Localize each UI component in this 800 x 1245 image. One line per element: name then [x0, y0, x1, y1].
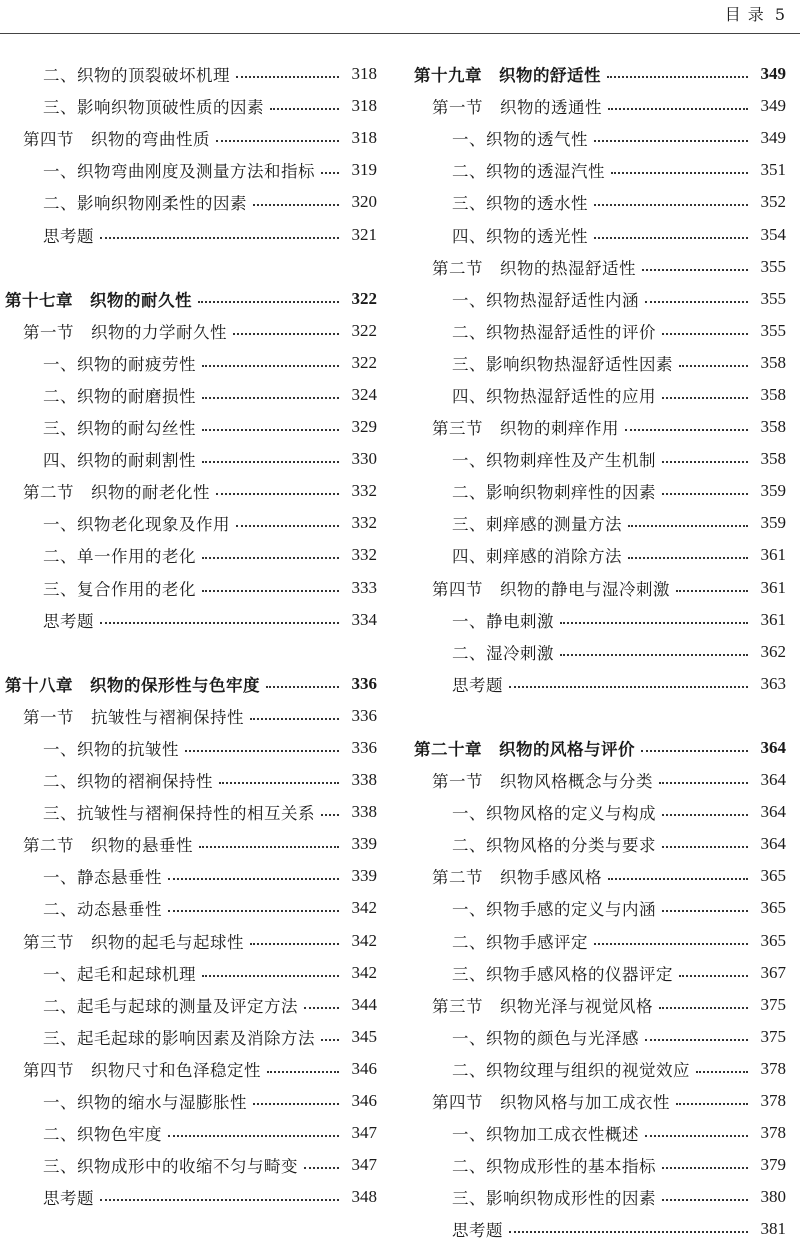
dot-leader	[202, 461, 339, 463]
toc-entry-item[interactable]	[414, 218, 786, 250]
dot-leader	[608, 108, 748, 110]
toc-entry-item[interactable]	[414, 379, 786, 411]
toc-entry-page: 367	[760, 962, 786, 982]
toc-entry-page: 324	[351, 384, 377, 404]
toc-entry-title: 三、影响织物顶破性质的因素	[43, 98, 264, 118]
toc-entry-section[interactable]	[414, 411, 786, 443]
toc-entry-title: 第二节 织物的耐老化性	[23, 483, 210, 503]
toc-entry-title: 二、织物色牢度	[43, 1125, 162, 1145]
dot-leader	[266, 686, 339, 688]
dot-leader	[202, 590, 339, 592]
toc-entry-page: 344	[351, 994, 377, 1014]
toc-entry-item[interactable]	[5, 379, 377, 411]
toc-entry-page: 336	[351, 738, 377, 758]
dot-leader	[662, 333, 748, 335]
toc-entry-item[interactable]	[414, 443, 786, 475]
dot-leader	[202, 365, 339, 367]
toc-entry-page: 334	[351, 609, 377, 629]
toc-entry-page: 358	[760, 352, 786, 372]
toc-entry-title: 三、织物的透水性	[452, 194, 588, 214]
dot-leader	[250, 718, 339, 720]
toc-entry-page: 339	[351, 866, 377, 886]
toc-entry-title: 第一节 织物的力学耐久性	[23, 322, 227, 342]
dot-leader	[304, 1007, 339, 1009]
toc-entry-title: 二、单一作用的老化	[43, 547, 196, 567]
toc-entry-title: 思考题	[43, 226, 94, 246]
toc-entry-section[interactable]	[414, 1085, 786, 1117]
toc-entry-page: 347	[351, 1155, 377, 1175]
toc-entry-section[interactable]	[414, 90, 786, 122]
toc-entry-item[interactable]	[414, 957, 786, 989]
toc-entry-item[interactable]	[414, 1021, 786, 1053]
toc-entry-item[interactable]	[5, 154, 377, 186]
dot-leader	[662, 1199, 748, 1201]
toc-entry-item[interactable]	[414, 1117, 786, 1149]
toc-entry-title: 思考题	[452, 1221, 503, 1241]
toc-entry-page: 338	[351, 770, 377, 790]
toc-entry-item[interactable]	[414, 1053, 786, 1085]
toc-entry-page: 358	[760, 417, 786, 437]
dot-leader	[321, 172, 339, 174]
toc-entry-page: 359	[760, 513, 786, 533]
toc-entry-title: 一、织物的缩水与湿膨胀性	[43, 1093, 247, 1113]
toc-entry-title: 第一节 织物的透通性	[432, 98, 602, 118]
toc-entry-title: 第二十章 织物的风格与评价	[414, 740, 635, 760]
dot-leader	[594, 237, 748, 239]
toc-entry-item[interactable]	[414, 154, 786, 186]
toc-entry-page: 364	[760, 802, 786, 822]
toc-entry-title: 一、织物热湿舒适性内涵	[452, 290, 639, 310]
toc-entry-page: 354	[760, 224, 786, 244]
toc-entry-section[interactable]	[5, 925, 377, 957]
toc-entry-page: 355	[760, 256, 786, 276]
toc-entry-item[interactable]	[5, 218, 377, 250]
dot-leader	[168, 910, 339, 912]
toc-entry-title: 一、织物手感的定义与内涵	[452, 900, 656, 920]
toc-entry-item[interactable]	[414, 283, 786, 315]
toc-entry-title: 思考题	[452, 675, 503, 695]
toc-entry-page: 378	[760, 1091, 786, 1111]
toc-entry-chapter[interactable]	[5, 668, 377, 700]
toc-entry-title: 一、静态悬垂性	[43, 868, 162, 888]
toc-entry-item[interactable]	[5, 892, 377, 924]
toc-entry-title: 四、织物热湿舒适性的应用	[452, 386, 656, 406]
toc-entry-section[interactable]	[414, 764, 786, 796]
toc-entry-page: 345	[351, 1026, 377, 1046]
dot-leader	[607, 76, 748, 78]
dot-leader	[202, 975, 339, 977]
toc-entry-page: 352	[760, 192, 786, 212]
toc-entry-title: 三、起毛起球的影响因素及消除方法	[43, 1028, 315, 1048]
dot-leader	[679, 975, 748, 977]
toc-entry-page: 365	[760, 866, 786, 886]
toc-entry-item[interactable]	[414, 186, 786, 218]
toc-entry-title: 二、动态悬垂性	[43, 900, 162, 920]
toc-entry-page: 375	[760, 994, 786, 1014]
toc-entry-item[interactable]	[5, 860, 377, 892]
toc-entry-item[interactable]	[5, 411, 377, 443]
dot-leader	[168, 878, 339, 880]
toc-entry-page: 342	[351, 930, 377, 950]
toc-entry-item[interactable]	[414, 475, 786, 507]
toc-entry-item[interactable]	[414, 892, 786, 924]
dot-leader	[198, 301, 339, 303]
toc-entry-title: 二、影响织物刺痒性的因素	[452, 483, 656, 503]
toc-entry-page: 378	[760, 1123, 786, 1143]
dot-leader	[202, 397, 339, 399]
toc-entry-title: 二、织物的褶裥保持性	[43, 772, 213, 792]
toc-entry-title: 四、刺痒感的消除方法	[452, 547, 622, 567]
toc-entry-title: 第四节 织物的静电与湿冷刺激	[432, 579, 670, 599]
toc-entry-section[interactable]	[414, 989, 786, 1021]
toc-entry-item[interactable]	[5, 989, 377, 1021]
dot-leader	[185, 750, 339, 752]
toc-entry-page: 332	[351, 545, 377, 565]
toc-entry-title: 第二节 织物手感风格	[432, 868, 602, 888]
toc-entry-title: 第十八章 织物的保形性与色牢度	[5, 675, 260, 695]
toc-entry-title: 一、织物风格的定义与构成	[452, 804, 656, 824]
toc-entry-item[interactable]	[5, 732, 377, 764]
toc-entry-page: 329	[351, 417, 377, 437]
toc-entry-item[interactable]	[414, 539, 786, 571]
toc-entry-page: 349	[760, 128, 786, 148]
toc-entry-chapter[interactable]	[414, 58, 786, 90]
toc-entry-title: 一、静电刺激	[452, 611, 554, 631]
dot-leader	[662, 461, 748, 463]
dot-leader	[641, 750, 748, 752]
toc-entry-title: 二、织物热湿舒适性的评价	[452, 322, 656, 342]
toc-entry-title: 三、刺痒感的测量方法	[452, 515, 622, 535]
dot-leader	[594, 140, 748, 142]
toc-entry-page: 359	[760, 481, 786, 501]
dot-leader	[611, 172, 748, 174]
toc-entry-item[interactable]	[414, 1149, 786, 1181]
toc-entry-page: 320	[351, 192, 377, 212]
toc-entry-title: 第三节 织物光泽与视觉风格	[432, 996, 653, 1016]
toc-entry-item[interactable]	[5, 347, 377, 379]
toc-left-column	[5, 58, 377, 1213]
toc-entry-chapter[interactable]	[5, 283, 377, 315]
toc-entry-page: 358	[760, 384, 786, 404]
dot-leader	[216, 140, 339, 142]
dot-leader	[676, 1103, 748, 1105]
dot-leader	[253, 1103, 339, 1105]
toc-entry-page: 349	[760, 64, 786, 84]
toc-entry-section[interactable]	[5, 122, 377, 154]
toc-entry-title: 一、织物弯曲刚度及测量方法和指标	[43, 162, 315, 182]
toc-entry-page: 362	[760, 641, 786, 661]
toc-entry-page: 332	[351, 513, 377, 533]
toc-entry-title: 第二节 织物的热湿舒适性	[432, 258, 636, 278]
toc-entry-title: 思考题	[43, 611, 94, 631]
dot-leader	[594, 204, 748, 206]
toc-entry-page: 361	[760, 577, 786, 597]
toc-entry-section[interactable]	[5, 1053, 377, 1085]
toc-entry-page: 358	[760, 449, 786, 469]
dot-leader	[219, 782, 339, 784]
toc-spacer	[414, 700, 786, 732]
toc-entry-item[interactable]	[5, 186, 377, 218]
running-header	[725, 2, 786, 28]
toc-entry-title: 二、织物的耐磨损性	[43, 386, 196, 406]
toc-entry-title: 一、织物的透气性	[452, 130, 588, 150]
dot-leader	[662, 397, 748, 399]
toc-entry-title: 二、织物的透湿汽性	[452, 162, 605, 182]
toc-entry-section[interactable]	[5, 828, 377, 860]
dot-leader	[202, 557, 339, 559]
dot-leader	[645, 1039, 748, 1041]
dot-leader	[659, 1007, 748, 1009]
toc-entry-title: 四、织物的透光性	[452, 226, 588, 246]
toc-entry-item[interactable]	[414, 925, 786, 957]
toc-entry-title: 一、起毛和起球机理	[43, 964, 196, 984]
toc-entry-item[interactable]	[414, 1181, 786, 1213]
toc-entry-page: 381	[760, 1219, 786, 1239]
toc-entry-item[interactable]	[5, 539, 377, 571]
toc-entry-title: 三、织物的耐勾丝性	[43, 419, 196, 439]
dot-leader	[560, 622, 748, 624]
toc-entry-page: 336	[351, 673, 377, 693]
dot-leader	[662, 910, 748, 912]
toc-entry-title: 二、织物成形性的基本指标	[452, 1157, 656, 1177]
header-label: 目 录	[724, 5, 765, 24]
dot-leader	[168, 1135, 339, 1137]
toc-entry-title: 二、影响织物刚柔性的因素	[43, 194, 247, 214]
toc-entry-title: 二、起毛与起球的测量及评定方法	[43, 996, 298, 1016]
dot-leader	[216, 493, 339, 495]
toc-entry-title: 第四节 织物尺寸和色泽稳定性	[23, 1060, 261, 1080]
toc-entry-page: 355	[760, 288, 786, 308]
toc-entry-title: 一、织物加工成衣性概述	[452, 1125, 639, 1145]
toc-entry-title: 一、织物的颜色与光泽感	[452, 1028, 639, 1048]
toc-entry-page: 318	[351, 64, 377, 84]
toc-entry-section[interactable]	[414, 572, 786, 604]
toc-entry-item[interactable]	[414, 315, 786, 347]
toc-entry-section[interactable]	[5, 700, 377, 732]
dot-leader	[100, 1199, 339, 1201]
toc-entry-item[interactable]	[414, 122, 786, 154]
dot-leader	[202, 429, 339, 431]
toc-entry-title: 第十七章 织物的耐久性	[5, 290, 192, 310]
toc-entry-page: 361	[760, 609, 786, 629]
toc-entry-item[interactable]	[414, 604, 786, 636]
dot-leader	[662, 493, 748, 495]
toc-entry-page: 365	[760, 930, 786, 950]
dot-leader	[509, 1231, 748, 1233]
toc-entry-page: 364	[760, 770, 786, 790]
toc-entry-page: 364	[760, 738, 786, 758]
toc-entry-title: 二、织物纹理与组织的视觉效应	[452, 1060, 690, 1080]
toc-entry-page: 363	[760, 673, 786, 693]
toc-entry-page: 338	[351, 802, 377, 822]
toc-entry-item[interactable]	[5, 604, 377, 636]
toc-entry-section[interactable]	[414, 860, 786, 892]
toc-entry-item[interactable]	[5, 90, 377, 122]
toc-entry-title: 第一节 抗皱性与褶裥保持性	[23, 707, 244, 727]
dot-leader	[662, 814, 748, 816]
toc-entry-section[interactable]	[5, 475, 377, 507]
toc-entry-item[interactable]	[414, 347, 786, 379]
toc-entry-page: 342	[351, 898, 377, 918]
toc-entry-page: 321	[351, 224, 377, 244]
toc-entry-item[interactable]	[5, 1021, 377, 1053]
toc-entry-item[interactable]	[414, 636, 786, 668]
toc-entry-title: 二、织物手感评定	[452, 932, 588, 952]
toc-entry-item[interactable]	[5, 1085, 377, 1117]
dot-leader	[645, 1135, 748, 1137]
toc-entry-page: 355	[760, 320, 786, 340]
toc-entry-page: 322	[351, 288, 377, 308]
toc-entry-title: 第四节 织物的弯曲性质	[23, 130, 210, 150]
dot-leader	[676, 590, 748, 592]
dot-leader	[233, 333, 339, 335]
dot-leader	[304, 1167, 339, 1169]
toc-entry-title: 第三节 织物的起毛与起球性	[23, 932, 244, 952]
toc-entry-page: 346	[351, 1058, 377, 1078]
dot-leader	[608, 878, 748, 880]
dot-leader	[100, 237, 339, 239]
toc-entry-section[interactable]	[414, 251, 786, 283]
toc-entry-page: 332	[351, 481, 377, 501]
toc-entry-page: 365	[760, 898, 786, 918]
toc-entry-title: 三、织物手感风格的仪器评定	[452, 964, 673, 984]
toc-entry-page: 375	[760, 1026, 786, 1046]
toc-entry-page: 330	[351, 449, 377, 469]
toc-entry-page: 322	[351, 352, 377, 372]
toc-entry-page: 336	[351, 705, 377, 725]
toc-entry-item[interactable]	[414, 1213, 786, 1245]
toc-entry-page: 339	[351, 834, 377, 854]
dot-leader	[100, 622, 339, 624]
toc-entry-page: 361	[760, 545, 786, 565]
dot-leader	[642, 269, 748, 271]
toc-entry-page: 380	[760, 1187, 786, 1207]
toc-entry-title: 一、织物的耐疲劳性	[43, 354, 196, 374]
dot-leader	[560, 654, 748, 656]
toc-right-column	[414, 58, 786, 1245]
toc-entry-title: 四、织物的耐刺割性	[43, 451, 196, 471]
toc-entry-title: 一、织物老化现象及作用	[43, 515, 230, 535]
toc-entry-item[interactable]	[414, 828, 786, 860]
toc-entry-title: 二、湿冷刺激	[452, 643, 554, 663]
toc-entry-item[interactable]	[5, 796, 377, 828]
toc-spacer	[5, 251, 377, 283]
dot-leader	[199, 846, 339, 848]
toc-entry-title: 三、抗皱性与褶裥保持性的相互关系	[43, 804, 315, 824]
toc-entry-page: 318	[351, 96, 377, 116]
dot-leader	[659, 782, 748, 784]
toc-entry-title: 三、影响织物成形性的因素	[452, 1189, 656, 1209]
toc-entry-page: 322	[351, 320, 377, 340]
toc-entry-title: 思考题	[43, 1189, 94, 1209]
toc-entry-title: 二、织物风格的分类与要求	[452, 836, 656, 856]
dot-leader	[662, 1167, 748, 1169]
toc-entry-title: 三、影响织物热湿舒适性因素	[452, 354, 673, 374]
toc-entry-item[interactable]	[5, 443, 377, 475]
toc-entry-item[interactable]	[414, 668, 786, 700]
dot-leader	[321, 814, 339, 816]
dot-leader	[594, 943, 748, 945]
toc-entry-page: 364	[760, 834, 786, 854]
toc-entry-page: 348	[351, 1187, 377, 1207]
header-rule	[0, 33, 800, 34]
dot-leader	[509, 686, 748, 688]
dot-leader	[662, 846, 748, 848]
toc-entry-chapter[interactable]	[414, 732, 786, 764]
dot-leader	[625, 429, 748, 431]
toc-entry-page: 318	[351, 128, 377, 148]
toc-entry-title: 二、织物的顶裂破坏机理	[43, 66, 230, 86]
toc-entry-item[interactable]	[5, 957, 377, 989]
dot-leader	[250, 943, 339, 945]
dot-leader	[645, 301, 748, 303]
toc-entry-item[interactable]	[5, 1117, 377, 1149]
toc-entry-item[interactable]	[5, 1149, 377, 1181]
dot-leader	[679, 365, 748, 367]
toc-entry-title: 第十九章 织物的舒适性	[414, 66, 601, 86]
toc-entry-page: 349	[760, 96, 786, 116]
toc-entry-title: 第一节 织物风格概念与分类	[432, 772, 653, 792]
dot-leader	[628, 557, 748, 559]
toc-entry-section[interactable]	[5, 315, 377, 347]
header-page-number: 5	[774, 5, 786, 24]
toc-entry-page: 342	[351, 962, 377, 982]
toc-entry-page: 379	[760, 1155, 786, 1175]
dot-leader	[321, 1039, 339, 1041]
toc-entry-item[interactable]	[5, 572, 377, 604]
toc-entry-page: 378	[760, 1058, 786, 1078]
toc-entry-item[interactable]	[5, 507, 377, 539]
dot-leader	[253, 204, 339, 206]
toc-entry-title: 一、织物的抗皱性	[43, 740, 179, 760]
toc-spacer	[5, 636, 377, 668]
toc-entry-item[interactable]	[414, 796, 786, 828]
toc-entry-page: 346	[351, 1091, 377, 1111]
toc-entry-item[interactable]	[5, 1181, 377, 1213]
toc-entry-item[interactable]	[414, 507, 786, 539]
dot-leader	[267, 1071, 339, 1073]
dot-leader	[696, 1071, 748, 1073]
dot-leader	[236, 525, 339, 527]
toc-entry-page: 319	[351, 160, 377, 180]
dot-leader	[270, 108, 339, 110]
toc-entry-title: 一、织物刺痒性及产生机制	[452, 451, 656, 471]
toc-entry-title: 第三节 织物的刺痒作用	[432, 419, 619, 439]
dot-leader	[628, 525, 748, 527]
toc-entry-item[interactable]	[5, 58, 377, 90]
toc-entry-item[interactable]	[5, 764, 377, 796]
toc-entry-title: 三、织物成形中的收缩不匀与畸变	[43, 1157, 298, 1177]
toc-entry-title: 第二节 织物的悬垂性	[23, 836, 193, 856]
toc-entry-title: 第四节 织物风格与加工成衣性	[432, 1093, 670, 1113]
toc-entry-page: 347	[351, 1123, 377, 1143]
toc-entry-page: 333	[351, 577, 377, 597]
toc-entry-page: 351	[760, 160, 786, 180]
dot-leader	[236, 76, 339, 78]
toc-entry-title: 三、复合作用的老化	[43, 579, 196, 599]
